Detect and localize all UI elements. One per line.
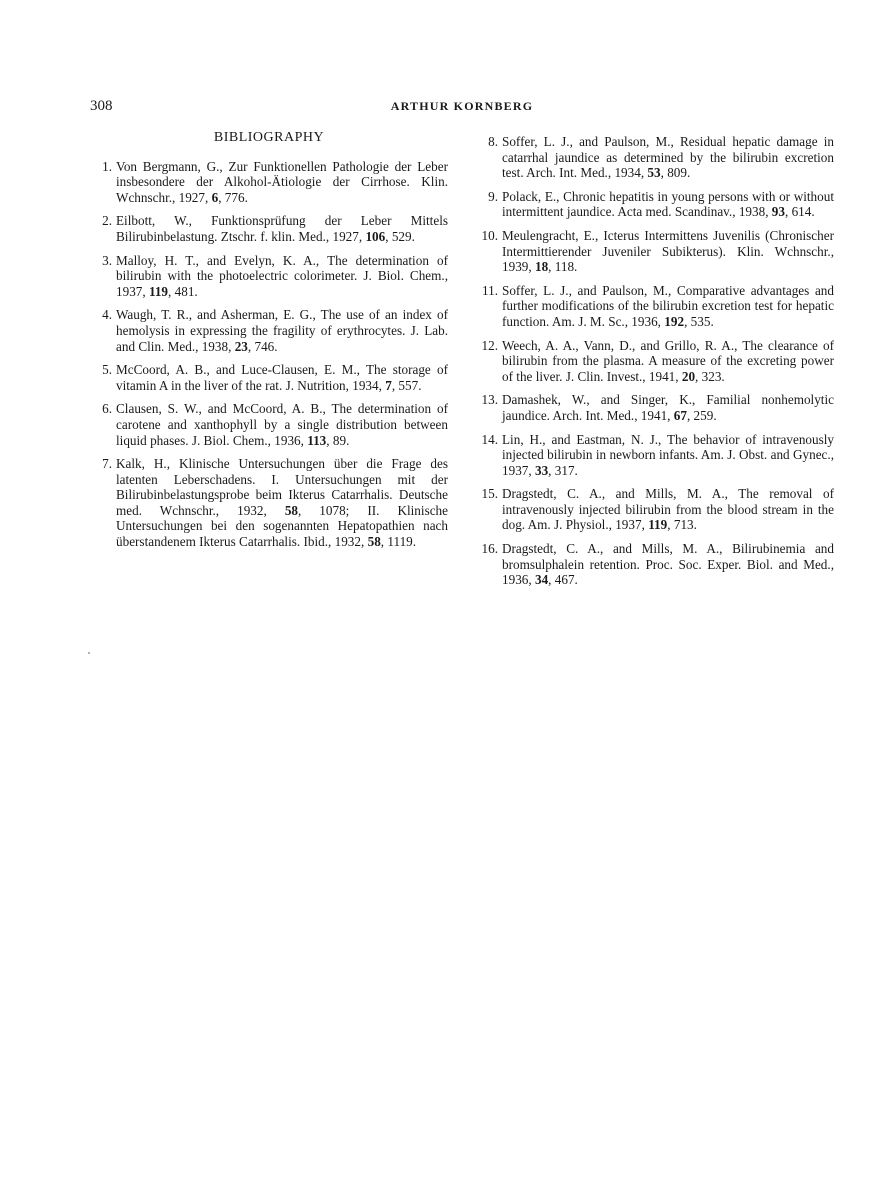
left-column [90,130,448,558]
reference-text: Clausen, S. W., and McCoord, A. B., The determination of carotene and xanthophyll by a single distribution between liquid phases. J. Biol. Chem., 1936, [116,401,448,448]
reference-pages: , 713. [667,517,697,533]
reference-volume: 113 [307,432,327,448]
reference-pages: , 259. [686,407,717,423]
reference-item [476,228,834,275]
reference-pages: , 1119. [380,534,417,550]
reference-volume: 67 [673,407,687,423]
reference-item [476,486,834,533]
reference-pages: , 776. [218,189,248,205]
reference-number: 3. [102,252,112,268]
reference-item [476,432,834,479]
reference-item [90,253,448,300]
reference-volume: 119 [648,517,668,533]
reference-pages: , 118. [548,259,578,275]
reference-number: 10. [481,227,498,243]
reference-item [476,134,834,181]
reference-item [90,159,448,206]
reference-pages: , 614. [784,204,815,220]
reference-number: 4. [102,307,112,323]
reference-text: Kalk, H., Klinische Untersuchungen über die Frage des latenten Leberschadens. I. Untersuchungen mit der Bilirubinbelastungsprobe beim Ikterus Catarrhalis. Deutsche med. Wchnschr., 1932, [116,456,448,518]
reference-text: McCoord, A. B., and Luce-Clausen, E. M., The storage of vitamin A in the liver of the rat. J. Nutrition, 1934, [116,362,448,393]
reference-item [90,213,448,244]
reference-number: 15. [481,486,498,502]
reference-volume: 7 [385,377,392,393]
reference-text: Von Bergmann, G., Zur Funktionellen Pathologie der Leber insbesondere der Alkohol-Ätiologie der Cirrhose. Klin. Wchnschr., 1927, [116,158,448,205]
reference-item [476,338,834,385]
reference-pages: , 89. [326,432,350,448]
reference-number: 9. [488,188,498,204]
page-header [90,98,834,118]
reference-item [476,392,834,423]
reference-item [90,456,448,550]
reference-number: 11. [482,282,498,298]
reference-volume: 23 [234,338,248,354]
reference-volume: 93 [771,204,785,220]
reference-volume: 106 [365,228,386,244]
reference-pages: , 467. [548,572,578,588]
reference-text: Meulengracht, E., Icterus Intermittens Juvenilis (Chronischer Intermittierender Juveniler Subikterus). Klin. Wchnschr., 1939, [502,227,834,275]
reference-text: Eilbott, W., Funktionsprüfung der Leber Mittels Bilirubinbelastung. Ztschr. f. klin. Med., 1927, [116,213,448,244]
reference-item [90,401,448,448]
reference-pages: , 323. [695,368,725,384]
reference-pages: , 529. [385,228,415,244]
reference-volume: 58 [284,502,298,518]
reference-volume: 33 [534,462,549,478]
reference-number: 13. [481,392,498,408]
reference-volume: 192 [664,313,685,329]
reference-pages: , 557. [391,377,422,393]
reference-volume: 6 [211,189,219,205]
reference-pages: , 1078; II. Klinische Untersuchungen bei den sogenannten Hepatopathien nach überstandenem Ikterus Catarrhalis. Ibid., 1932, [116,502,448,550]
left-reference-list [90,159,448,550]
reference-number: 8. [488,134,498,149]
right-column [476,134,834,596]
reference-text: Damashek, W., and Singer, K., Familial nonhemolytic jaundice. Arch. Int. Med., 1941, [502,392,834,423]
reference-text: Dragstedt, C. A., and Mills, M. A., The removal of intravenously injected bilirubin from the blood stream in the dog. Am. J. Physiol., 1937, [502,486,834,533]
reference-number: 6. [102,401,112,417]
reference-volume: 53 [647,165,661,181]
bibliography-title: BIBLIOGRAPHY [213,130,325,145]
reference-text: Lin, H., and Eastman, N. J., The behavior of intravenously injected bilirubin in newborn infants. Am. J. Obst. and Gynec., 1937, [502,431,834,478]
reference-pages: , 481. [168,283,198,299]
reference-pages: , 535. [684,313,714,329]
reference-volume: 119 [148,283,169,299]
reference-pages: , 809. [660,165,691,181]
reference-volume: 18 [534,259,549,275]
reference-item [476,283,834,330]
reference-volume: 58 [367,534,381,550]
reference-number: 7. [102,456,112,472]
reference-text: Soffer, L. J., and Paulson, M., Comparative advantages and further modifications of the bilirubin excretion test for hepatic function. Am. J. M. Sc., 1936, [502,282,834,329]
reference-number: 16. [481,541,498,557]
reference-item [476,541,834,588]
reference-text: Soffer, L. J., and Paulson, M., Residual hepatic damage in catarrhal jaundice as determined by the bilirubin excretion test. Arch. Int. Med., 1934, [502,134,834,181]
reference-volume: 20 [681,368,696,384]
reference-number: 1. [102,158,112,174]
right-reference-list [476,134,834,588]
reference-text: Weech, A. A., Vann, D., and Grillo, R. A., The clearance of bilirubin from the plasma. A measure of the excreting power of the liver. J. Clin. Invest., 1941, [502,337,834,384]
reference-item [90,362,448,393]
reference-volume: 34 [534,572,549,588]
reference-number: 5. [102,362,112,378]
page-number: 308 [90,98,113,114]
reference-number: 14. [481,431,498,447]
reference-item [90,307,448,354]
reference-number: 12. [481,337,498,353]
reference-pages: , 317. [548,462,578,478]
reference-pages: , 746. [247,338,278,354]
reference-number: 2. [102,213,112,229]
reference-item [476,189,834,220]
running-head: ARTHUR KORNBERG [390,99,534,113]
reference-text: Waugh, T. R., and Asherman, E. G., The use of an index of hemolysis in expressing the fragility of erythrocytes. J. Lab. and Clin. Med., 1938, [116,307,448,354]
reference-text: Dragstedt, C. A., and Mills, M. A., Bilirubinemia and bromsulphalein retention. Proc. Soc. Exper. Biol. and Med., 1936, [502,541,834,588]
scan-speck [88,652,90,654]
reference-text: Malloy, H. T., and Evelyn, K. A., The determination of bilirubin with the photoelectric colorimeter. J. Biol. Chem., 1937, [116,252,448,299]
reference-text: Polack, E., Chronic hepatitis in young persons with or without intermittent jaundice. Acta med. Scandinav., 1938, [502,188,834,220]
